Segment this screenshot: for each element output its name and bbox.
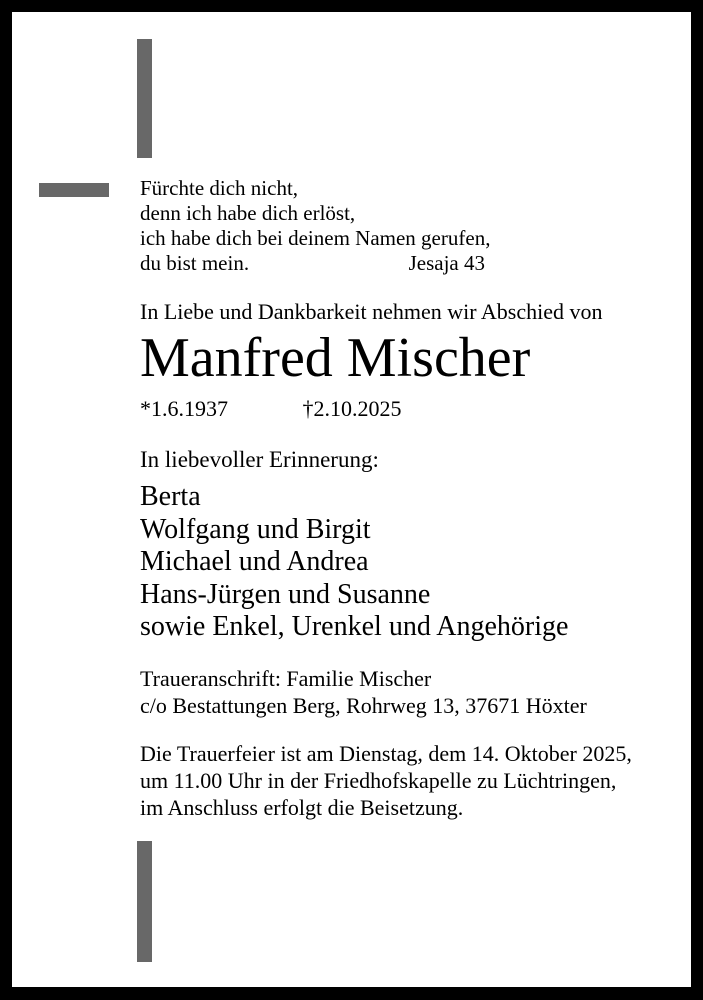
quote-line-2: denn ich habe dich erlöst,: [140, 201, 356, 225]
funeral-details-line-3: im Anschluss erfolgt die Beisetzung.: [140, 795, 464, 820]
mourner-name-4: Hans-Jürgen und Susanne: [140, 578, 431, 610]
deceased-name: Manfred Mischer: [140, 327, 531, 389]
quote-line-3: ich habe dich bei deinem Namen gerufen,: [140, 226, 491, 250]
condolence-address-line-1: Traueranschrift: Familie Mischer: [140, 666, 432, 691]
quote-line-4: du bist mein.: [140, 251, 250, 275]
mourner-name-3: Michael und Andrea: [140, 546, 369, 577]
decor-bar-left-horizontal: [39, 183, 109, 197]
condolence-address: [140, 665, 587, 719]
death-date: †2.10.2025: [302, 396, 402, 421]
funeral-details-line-2: um 11.00 Uhr in der Friedhofskapelle zu Lüchtringen,: [140, 768, 617, 793]
farewell-intro: In Liebe und Dankbarkeit nehmen wir Abschied von: [140, 299, 603, 324]
birth-date: *1.6.1937: [140, 396, 228, 421]
scripture-quote: [140, 176, 491, 276]
life-dates: [140, 395, 402, 422]
mourners-list: [140, 481, 568, 644]
condolence-address-line-2: c/o Bestattungen Berg, Rohrweg 13, 37671 Höxter: [140, 693, 587, 718]
funeral-details: [140, 740, 632, 821]
quote-line-1: Fürchte dich nicht,: [140, 176, 299, 200]
decor-bar-bottom-vertical: [137, 841, 152, 962]
remembrance-heading: In liebevoller Erinnerung:: [140, 447, 379, 472]
quote-attribution: Jesaja 43: [408, 251, 485, 275]
mourner-name-2: Wolfgang und Birgit: [140, 513, 371, 545]
decor-bar-top-vertical: [137, 39, 152, 158]
mourner-name-5: sowie Enkel, Urenkel und Angehörige: [140, 611, 569, 642]
funeral-details-line-1: Die Trauerfeier ist am Dienstag, dem 14. Oktober 2025,: [140, 741, 632, 766]
quote-last-line: [140, 251, 485, 276]
mourner-name-1: Berta: [140, 481, 201, 512]
